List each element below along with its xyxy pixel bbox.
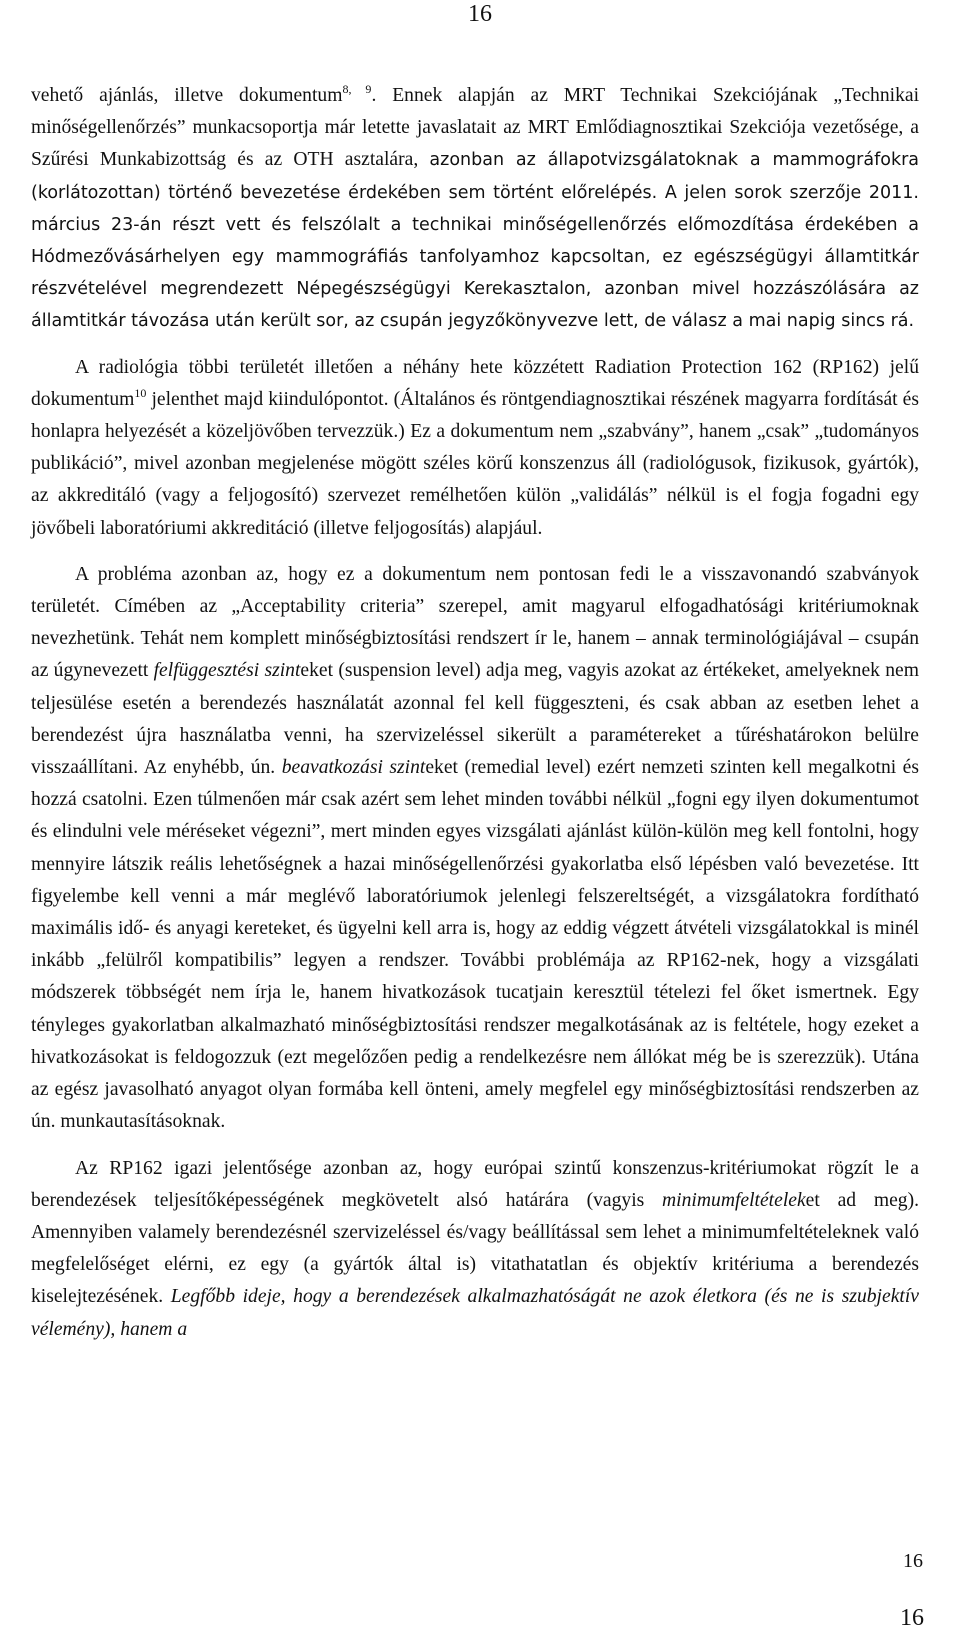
- paragraph-2-text-b: jelenthet majd kiindulópontot. (Általános és röntgendiagnosztikai részének magyarra fordítását és honlapra helyezését a közeljövőben tervezzük.) Ez a dokumentum nem „szabvány”, hanem „csak” „tudományos publikáció”, mivel azonban megjelenése mögött széles körű konszenzus áll (radiológusok, fizikusok, gyártók), az akkreditáló (vagy a feljogosító) szervezet remélhetően külön „validálás” nélkül is el fogja fogadni egy jövőbeli laboratóriumi akkreditáció (illetve feljogosítás) alapjául.: [31, 388, 919, 539]
- paragraph-4-text-a: Az RP162 igazi jelentősége azonban az, hogy európai szintű konszenzus-kritériumokat rögzít le a berendezések teljesítőképességének megkövetelt alsó határára (vagyis: [31, 1157, 919, 1211]
- paragraph-3-italic-a: felfüggesztési szint: [153, 660, 301, 682]
- paragraph-3-text-b: eket (suspension level) adja meg, vagyis azokat az értékeket, amelyeknek nem teljesülése esetén a berendezés használatát azonnal fel kell függeszteni, és csak abban az esetben lehet a berendezést újra használatba venni, ha szervizeléssel sikerült a paramétereket a tűréshatárokon belülre visszaállítani. Az enyhébb, ún.: [31, 660, 919, 779]
- paragraph-2: [31, 352, 919, 545]
- page-number-top: 16: [468, 1, 492, 27]
- paragraph-4-italic-a: minimumfeltételek: [662, 1189, 806, 1211]
- paragraph-1: [31, 80, 919, 338]
- paragraph-4: [31, 1153, 919, 1346]
- paragraph-1-text-a: vehető ajánlás, illetve dokumentum: [31, 85, 343, 106]
- paragraph-2-text-a: A radiológia többi területét illetően a néhány hete közzétett Radiation Protection 162 (RP162) jelű dokumentum: [31, 356, 919, 410]
- paragraph-1-text-d: március 23-án részt vett és felszólalt a technikai minőségellenőrzés előmozdítása érdekében a Hódmezővásárhelyen egy mammográfiás tanfolyamhoz kapcsoltan, ez egészségügyi államtitkár részvételével megrendezett Népegészségügyi Kerekasztalon, azonban mivel hozzászólására az államtitkár távozása után került sor, az csupán jegyzőkönyvezve lett, de válasz a mai napig sincs rá.: [31, 214, 919, 332]
- paragraph-3-italic-b: beavatkozási szint: [281, 757, 426, 779]
- paragraph-4-text-b: et ad meg). Amennyiben valamely berendezésnél szervizeléssel és/vagy beállítással sem lehet a minimumfeltételeknek való megfelelőséget elérni, ez egy (a gyártók által is) vitathatatlan és objektív kritériuma a berendezés kiselejtezésének.: [31, 1189, 919, 1308]
- footnote-ref-8-9: 8, 9: [342, 82, 372, 96]
- page-number-bottom: 16: [900, 1605, 924, 1631]
- paragraph-1-text-c: azonban az állapotvizsgálatoknak a mammográfokra (korlátozottan) történő bevezetése érdekében sem történt előrelépés. A jelen sorok szerzője 2011.: [31, 150, 919, 203]
- footnote-ref-10: 10: [134, 385, 147, 400]
- paragraph-1-text-b: . Ennek alapján az MRT Technikai Szekciójának „Technikai minőségellenőrzés” munkacsoportja már letette javaslatait az MRT Emlődiagnosztikai Szekciója vezetősége, a Szűrési Munkabizottság és az OTH asztalára,: [31, 85, 920, 171]
- paragraph-3-text-a: A probléma azonban az, hogy ez a dokumentum nem pontosan fedi le a visszavonandó szabványok területét. Címében az „Acceptability criteria” szerepel, amit magyarul elfogadhatósági kritériumoknak nevezhetünk. Tehát nem komplett minőségbiztosítási rendszert ír le, hanem – annak terminológiájával – csupán az úgynevezett: [31, 563, 919, 682]
- paragraph-3-text-c: eket (remedial level) ezért nemzeti szinten kell megalkotni és hozzá csatolni. Ezen túlmenően már csak azért sem lehet minden további nélkül „fogni egy ilyen dokumentumot és elindulni vele méréseket végezni”, mert minden egyes vizsgálati ajánlást külön-külön meg kell fontolni, hogy mennyire látszik reális lehetőségnek a hazai minőségellenőrzési gyakorlatba első lépésben való bevezetése. Itt figyelembe kell venni a már meglévő laboratóriumok jelenlegi felszereltségét, a vizsgálatokra fordítható maximális idő- és anyagi kereteket, és ügyelni kell arra is, hogy az eddig végzett átvételi vizsgálatokkal is minél inkább „felülről kompatibilis” legyen a rendszer. További problémája az RP162-nek, hogy a vizsgálati módszerek többségét nem írja le, hanem hivatkozások tucatjain keresztül tételezi fel őket ismertnek. Egy tényleges gyakorlatban alkalmazható minőségbiztosítási rendszer megalkotásának az is feltétele, hogy ezeket a hivatkozásokat is feldogozzuk (ezt megelőzően pedig a rendelkezésre nem állókat még be is szerezzük). Utána az egész javasolható anyagot olyan formába kell önteni, amely megfelel egy minőségbiztosítási rendszerben az ún. munkautasításoknak.: [31, 757, 920, 1133]
- body-text: [31, 80, 919, 1346]
- paragraph-4-italic-b: Legfőbb ideje, hogy a berendezések alkalmazhatóságát ne azok életkora (és ne is szubjektív vélemény), hanem a: [31, 1286, 919, 1340]
- page-number-mid: 16: [903, 1550, 923, 1572]
- paragraph-3: [31, 559, 919, 1139]
